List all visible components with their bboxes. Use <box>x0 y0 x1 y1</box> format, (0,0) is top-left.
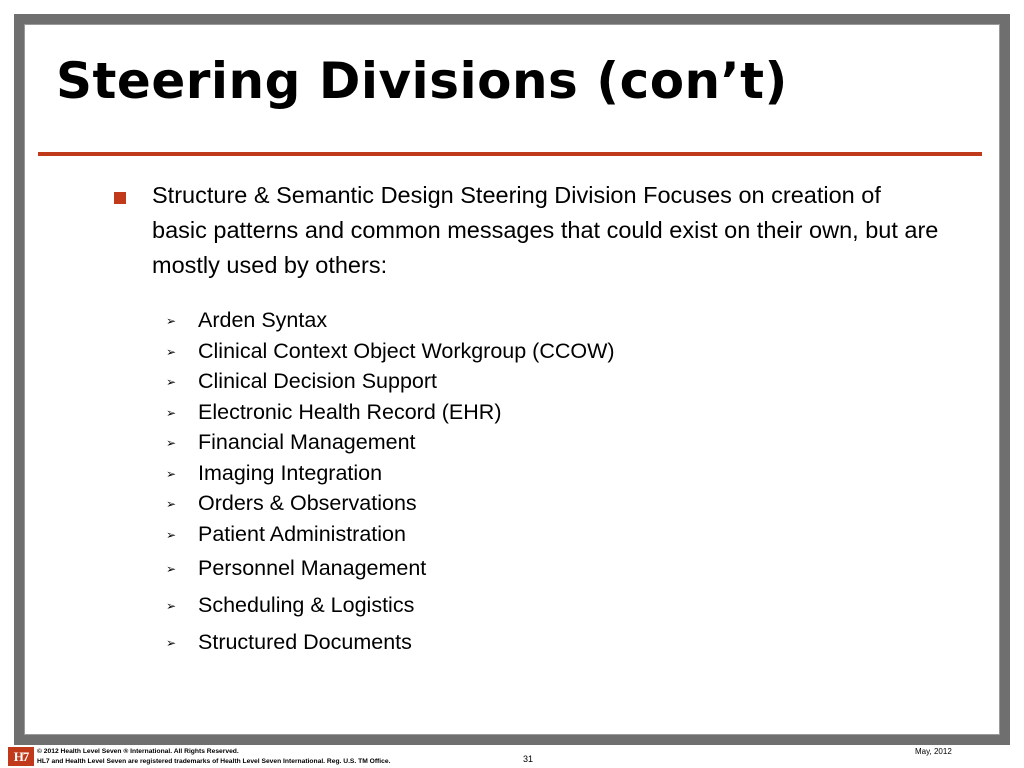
sub-bullet-label: Structured Documents <box>198 630 412 654</box>
arrow-bullet-icon: ➢ <box>166 497 177 512</box>
square-bullet-icon <box>114 192 126 204</box>
list-item <box>152 553 426 583</box>
sub-bullet-label: Orders & Observations <box>198 491 417 515</box>
list-item <box>152 366 437 396</box>
sub-bullet-label: Scheduling & Logistics <box>198 593 415 617</box>
list-item <box>152 488 417 518</box>
arrow-bullet-icon: ➢ <box>166 528 177 543</box>
sub-bullet-label: Electronic Health Record (EHR) <box>198 400 502 424</box>
arrow-bullet-icon: ➢ <box>166 599 177 614</box>
arrow-bullet-icon: ➢ <box>166 406 177 421</box>
slide-title: Steering Divisions (con’t) <box>56 52 788 110</box>
title-divider <box>38 152 982 156</box>
arrow-bullet-icon: ➢ <box>166 636 177 651</box>
arrow-bullet-icon: ➢ <box>166 436 177 451</box>
copyright-line-2: HL7 and Health Level Seven are registered trademarks of Health Level Seven International. Reg. U.S. TM Office. <box>37 758 391 765</box>
arrow-bullet-icon: ➢ <box>166 562 177 577</box>
arrow-bullet-icon: ➢ <box>166 375 177 390</box>
sub-bullet-label: Patient Administration <box>198 522 406 546</box>
list-item <box>152 519 406 549</box>
sub-bullet-label: Clinical Context Object Workgroup (CCOW) <box>198 339 615 363</box>
list-item <box>152 305 327 335</box>
arrow-bullet-icon: ➢ <box>166 345 177 360</box>
list-item <box>152 427 416 457</box>
arrow-bullet-icon: ➢ <box>166 314 177 329</box>
list-item <box>152 627 412 657</box>
sub-bullet-label: Clinical Decision Support <box>198 369 437 393</box>
sub-bullet-label: Personnel Management <box>198 556 427 580</box>
sub-bullet-label: Financial Management <box>198 430 416 454</box>
footer-date: May, 2012 <box>915 747 952 756</box>
main-bullet-text: Structure & Semantic Design Steering Division Focuses on creation of basic patterns and common messages that could exist on their own, but are mostly used by others: <box>152 182 939 278</box>
page-number: 31 <box>523 754 534 764</box>
arrow-bullet-icon: ➢ <box>166 467 177 482</box>
list-item <box>152 458 382 488</box>
hl7-logo: H7 <box>8 747 34 766</box>
list-item <box>152 590 414 620</box>
sub-bullet-label: Arden Syntax <box>198 308 328 332</box>
copyright-line-1: © 2012 Health Level Seven ® International. All Rights Reserved. <box>37 748 239 755</box>
sub-bullet-label: Imaging Integration <box>198 461 383 485</box>
list-item <box>152 397 502 427</box>
list-item <box>152 336 615 366</box>
